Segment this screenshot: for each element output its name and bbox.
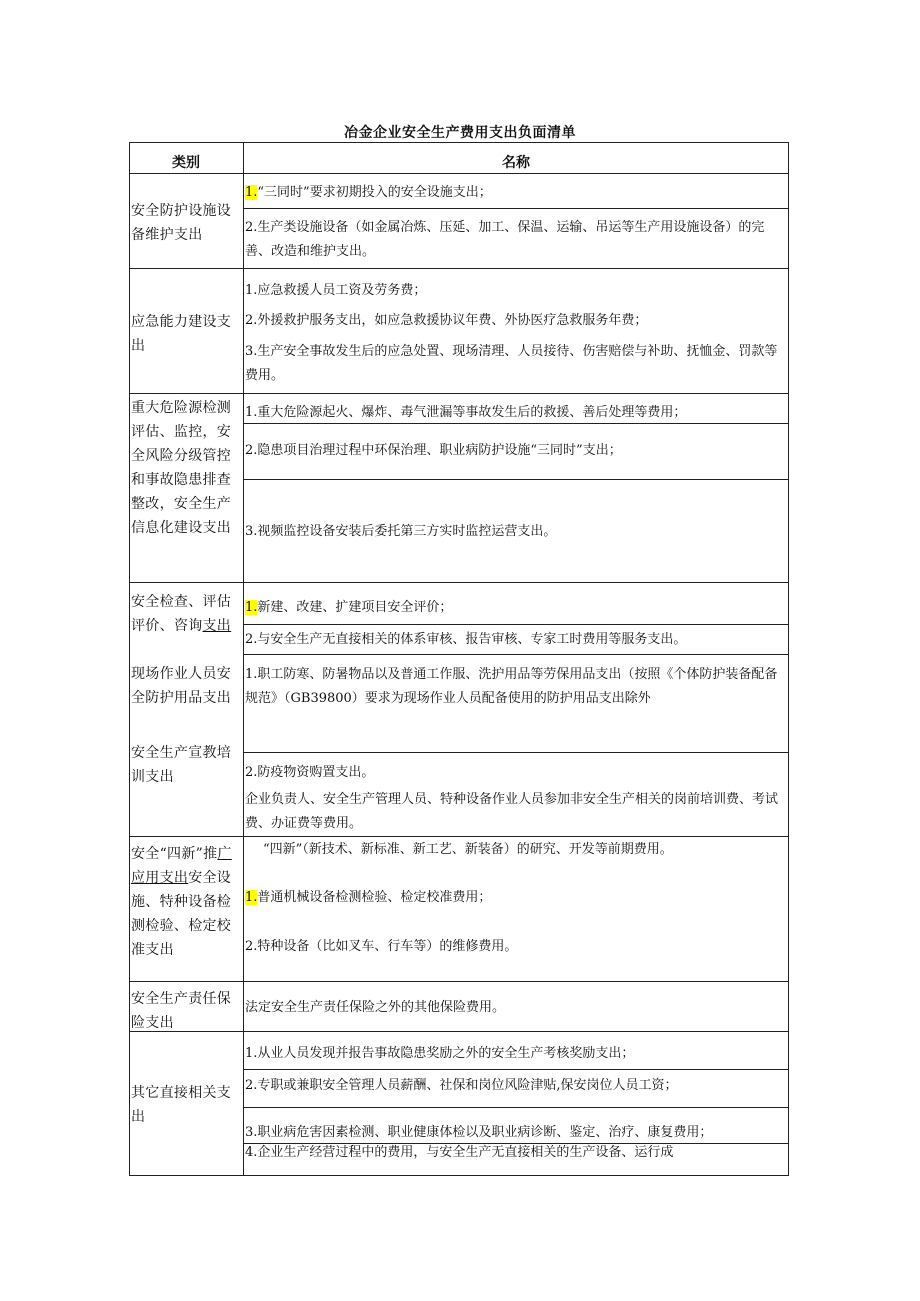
item-cell: 法定安全生产责任保险之外的其他保险费用。 [245, 1000, 506, 1015]
category-cell: 安全生产责任保险支出 [131, 991, 232, 1031]
item-cell: 1.重大危险源起火、爆炸、毒气泄漏等事故发生后的救援、善后处理等费用； [245, 405, 687, 420]
header-category: 类别 [172, 155, 200, 171]
item-cell: 3.职业病危害因素检测、职业健康体检以及职业病诊断、鉴定、治疗、康复费用； [245, 1125, 713, 1140]
header-name: 名称 [502, 155, 530, 171]
subrow-line [243, 479, 789, 480]
highlighted-number: 1. [245, 185, 258, 200]
item-cell: 1.职工防寒、防暑物品以及普通工作服、洗护用品等劳保用品支出（按照《个体防护装备配备规范》（GB39800）要求为现场作业人员配备使用的防护用品支出除外 [245, 667, 778, 706]
highlighted-number: 1. [245, 890, 258, 905]
category-cell-training: 安全生产宣教培训支出 [131, 745, 232, 785]
item-cell: 2.生产类设施设备（如金属冶炼、压延、加工、保温、运输、吊运等生产用设施设备）的完善、改造和维护支出。 [245, 220, 765, 259]
row-line [129, 393, 789, 394]
row-line [129, 582, 789, 583]
item-cell: 1.从业人员发现并报告事故隐患奖励之外的安全生产考核奖励支出； [245, 1046, 635, 1061]
row-line [129, 981, 789, 982]
subrow-line [243, 624, 789, 625]
subrow-line [243, 208, 789, 209]
category-cell: 重大危险源检测评估、监控，安全风险分级管控和事故隐患排查整改，安全生产信息化建设支出 [131, 400, 232, 536]
item-cell: 1.“三同时”要求初期投入的安全设施支出； [245, 185, 492, 200]
item-cell: 2.特种设备（比如叉车、行车等）的维修费用。 [245, 939, 518, 954]
header-row-line [129, 173, 789, 174]
item-cell: 2.隐患项目治理过程中环保治理、职业病防护设施“三同时”支出； [245, 443, 622, 458]
category-cell: 安全防护设施设备维护支出 [131, 203, 232, 243]
column-divider [243, 142, 244, 1176]
item-cell: 3.视频监控设备安装后委托第三方实时监控运营支出。 [245, 524, 557, 539]
item-cell: 2.防疫物资购置支出。 [245, 765, 375, 780]
item-cell: 2.外援救护服务支出，如应急救援协议年费、外协医疗急救服务年费； [245, 313, 648, 328]
item-cell: 2.与安全生产无直接相关的体系审核、报告审核、专家工时费用等服务支出。 [245, 632, 687, 647]
item-cell: 1.普通机械设备检测检验、检定校准费用； [245, 890, 492, 905]
item-cell: 1.应急救援人员工资及劳务费； [245, 283, 427, 298]
item-cell: 3.生产安全事故发生后的应急处置、现场清理、人员接待、伤害赔偿与补助、抚恤金、罚款等费用。 [245, 344, 778, 383]
item-cell: 4.企业生产经营过程中的费用，与安全生产无直接相关的生产设备、运行成 [245, 1145, 674, 1160]
item-cell: 2.专职或兼职安全管理人员薪酬、社保和岗位风险津贴,保安岗位人员工资； [245, 1078, 678, 1093]
subrow-line [243, 752, 789, 753]
item-cell: 1.新建、改建、扩建项目安全评价； [245, 600, 453, 615]
row-line [129, 836, 789, 837]
subrow-line [243, 1069, 789, 1070]
item-cell: 企业负责人、安全生产管理人员、特种设备作业人员参加非安全生产相关的岗前培训费、考试费、办证费等费用。 [245, 792, 779, 831]
category-cell-ppe: 现场作业人员安全防护用品支出 [131, 666, 232, 706]
item-cell: “四新”（新技术、新标准、新工艺、新装备）的研究、开发等前期费用。 [263, 842, 673, 857]
row-line [129, 268, 789, 269]
highlighted-number: 1. [245, 600, 258, 615]
page-title: 冶金企业安全生产费用支出负面清单 [344, 125, 576, 141]
category-cell: 其它直接相关支出 [131, 1085, 232, 1125]
category-cell: 应急能力建设支出 [131, 314, 232, 354]
category-cell-inspection: 安全检查、评估评价、咨询支出 [131, 594, 232, 634]
subrow-line [243, 1107, 789, 1108]
category-cell: 安全“四新”推广应用支出安全设施、特种设备检测检验、检定校准支出 [131, 846, 232, 958]
subrow-line [243, 654, 789, 655]
